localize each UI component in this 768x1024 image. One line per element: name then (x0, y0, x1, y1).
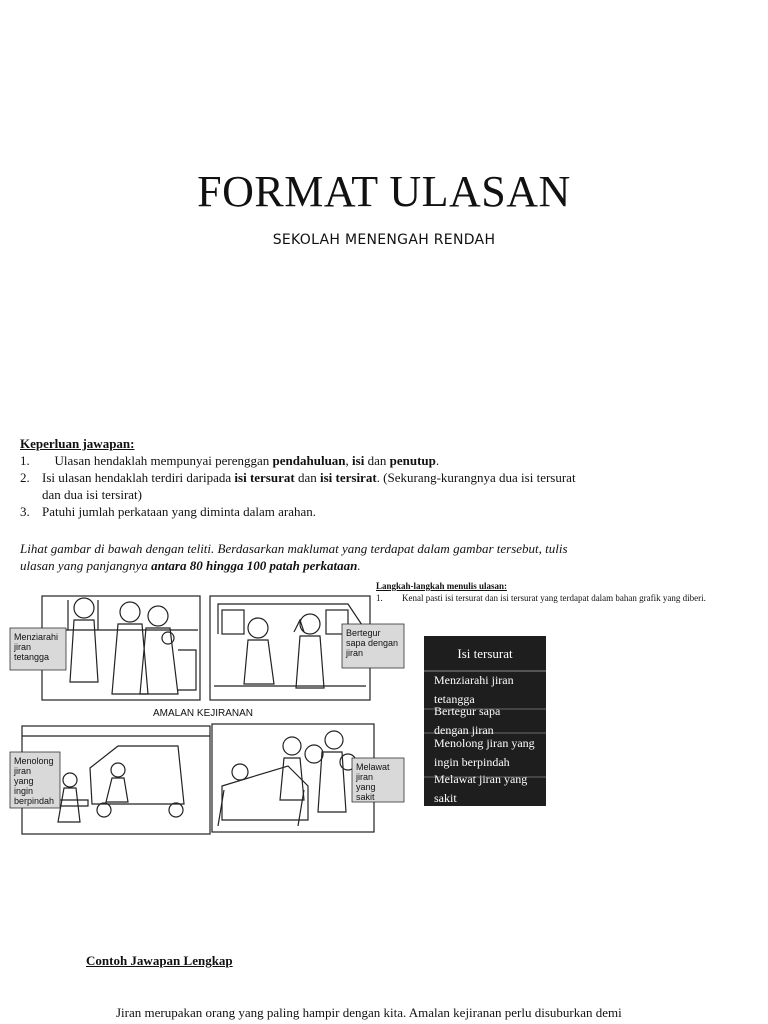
requirement-item-2 (20, 469, 580, 503)
caption-2: Bertegur sapa dengan jiran (346, 628, 399, 658)
step-number: 1. (376, 593, 383, 603)
caption-1: Menziarahi jiran tetangga (14, 632, 59, 662)
amalan-kejiranan-illustration (8, 590, 408, 838)
requirement-item-1 (20, 452, 580, 469)
caption-3: Menolong jiran yang ingin berpindah (14, 756, 55, 806)
page-subtitle: SEKOLAH MENENGAH RENDAH (272, 232, 496, 248)
requirement-item-3 (20, 503, 580, 520)
panel-visiting-sick (212, 724, 374, 832)
isi-tersurat-table (424, 636, 546, 806)
step-text: Kenal pasti isi tersurat dan isi tersurat yang terdapat dalam bahan grafik yang diberi. (402, 593, 706, 603)
isi-table-row: Menziarahi jiran tetangga (424, 672, 546, 710)
caption-4: Melawat jiran yang sakit (356, 762, 390, 802)
requirement-text: Ulasan hendaklah mempunyai perenggan pendahuluan, isi dan penutup. (54, 453, 440, 468)
steps-section (376, 580, 736, 604)
isi-table-row: Bertegur sapa dengan jiran (424, 710, 546, 734)
illustration-center-caption: AMALAN KEJIRANAN (153, 708, 254, 719)
isi-table-header: Isi tersurat (424, 638, 546, 672)
step-item-1 (376, 592, 736, 604)
steps-heading: Langkah-langkah menulis ulasan: (376, 581, 508, 591)
requirements-section (20, 435, 580, 520)
requirement-number: 2. (20, 470, 30, 485)
requirement-text: Patuhi jumlah perkataan yang diminta dalam arahan. (42, 504, 316, 519)
sample-answer-heading: Contoh Jawapan Lengkap (86, 953, 233, 968)
instruction-text: Lihat gambar di bawah dengan teliti. Berdasarkan maklumat yang terdapat dalam gambar tersebut, tulis ulasan yang panjangnya antara 80 hingga 100 patah perkataan. (20, 541, 568, 573)
isi-table-row: Menolong jiran yang ingin berpindah (424, 734, 546, 778)
page-title: FORMAT ULASAN (197, 167, 571, 216)
sample-answer-paragraph: Jiran merupakan orang yang paling hampir dengan kita. Amalan kejiranan perlu disuburkan demi (116, 1005, 622, 1020)
requirement-number: 3. (20, 504, 30, 519)
requirement-number: 1. (20, 453, 30, 468)
requirement-text: Isi ulasan hendaklah terdiri daripada isi tersurat dan isi tersirat. (Sekurang-kurangnya dua isi tersurat dan dua isi tersirat) (42, 470, 576, 502)
isi-table-row: Melawat jiran yang sakit (434, 772, 528, 805)
requirements-heading: Keperluan jawapan: (20, 436, 135, 451)
